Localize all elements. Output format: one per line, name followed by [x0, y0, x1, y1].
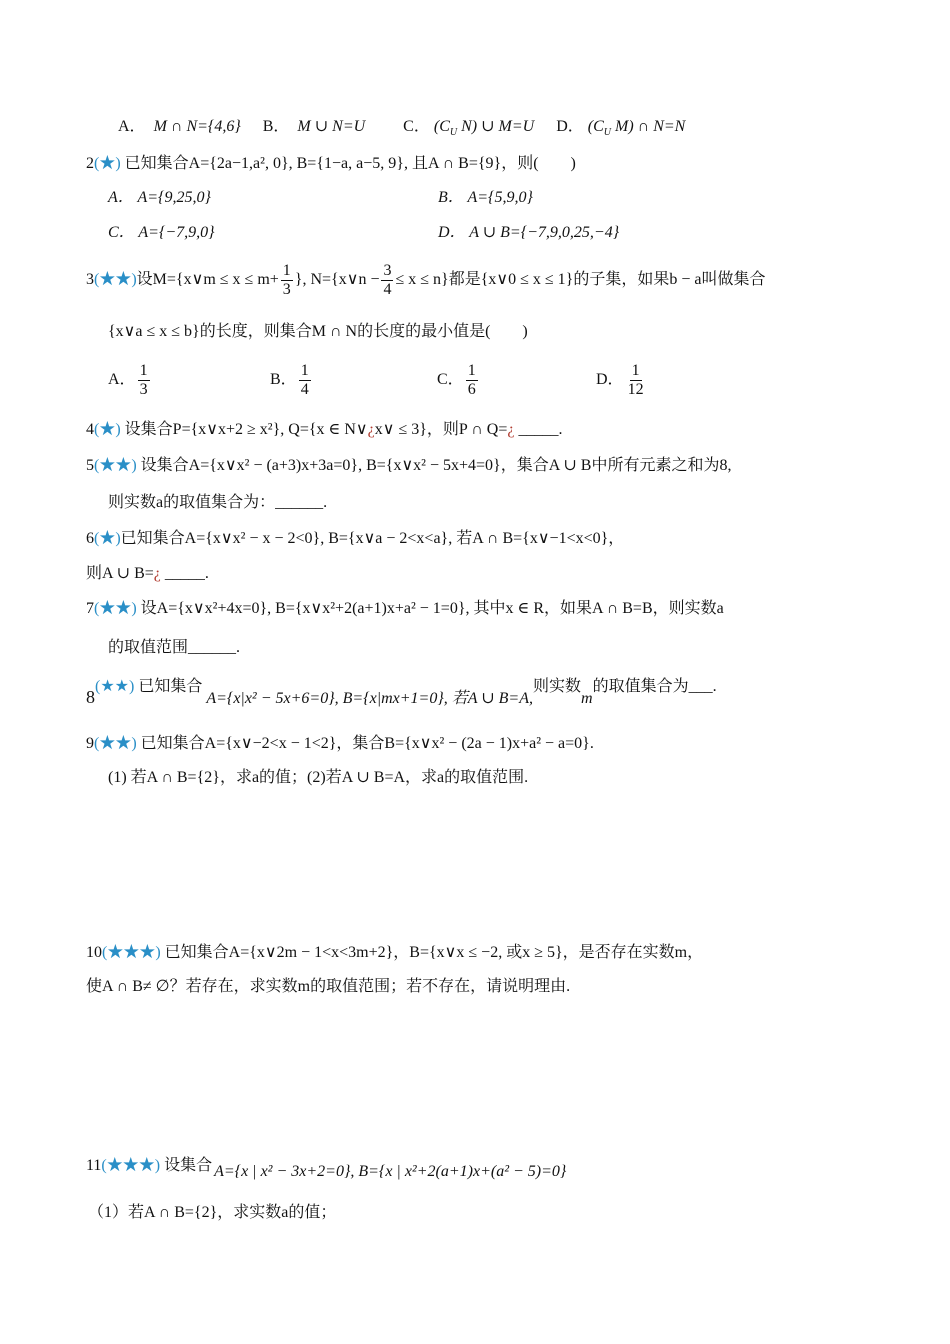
q1-option-b-label: B．: [262, 118, 290, 135]
difficulty-stars: (★): [94, 530, 121, 547]
q10-line2: 使A ∩ B≠ ∅？若存在，求实数m的取值范围；若不存在，请说明理由.: [86, 978, 571, 995]
question-number: 6: [86, 530, 94, 547]
question-number: 5: [86, 457, 94, 474]
question-number: 10: [86, 944, 102, 961]
q1-option-c-label: C．: [403, 118, 430, 135]
variable-m: m: [581, 690, 593, 707]
q9-line2: (1) 若A ∩ B={2}，求a的值；(2)若A ∪ B=A，求a的取值范围.: [108, 769, 529, 786]
q2-option-c: C． A={−7,9,0}: [108, 224, 215, 241]
q8-stem: [86, 672, 717, 714]
question-formula: A={x | x² − 3x+2=0}, B={x | x²+2(a+1)x+(a² − 5)=0}: [214, 1163, 567, 1180]
difficulty-stars: (★★): [95, 678, 135, 695]
q3-stem: [86, 262, 765, 299]
q3-text-part1: 设M={x∨m ≤ x ≤ m+: [136, 271, 279, 289]
q1-option-d-label: D．: [556, 118, 584, 135]
question-text-cont: x∨ ≤ 3}，则P ∩ Q=: [374, 421, 508, 438]
question-text: 设集合A={x∨x² − (a+3)x+3a=0}, B={x∨x² − 5x+4=0}，集合A ∪ B中所有元素之和为8,: [136, 457, 732, 474]
q6-stem: [86, 528, 624, 550]
q3-option-a: A． $\frac{1}{3}$: [108, 361, 148, 398]
garbled-glyph: ¿: [507, 421, 515, 438]
q11-stem: [86, 1152, 566, 1186]
question-text: 已知集合A={x∨2m − 1<x<3m+2}，B={x∨x ≤ −2, 或x ≥ 5}，是否存在实数m，: [160, 944, 704, 961]
question-number: 4: [86, 421, 94, 438]
difficulty-stars: (★★): [94, 271, 137, 289]
q1-option-b-text: M ∪ N=U: [297, 118, 366, 135]
q2-stem: [86, 153, 576, 175]
q5-line2: 则实数a的取值集合为：______.: [108, 494, 328, 511]
q3-line2: {x∨a ≤ x ≤ b}的长度，则集合M ∩ N的长度的最小值是( ): [108, 323, 528, 340]
q3-option-b: B． $\frac{1}{4}$: [270, 361, 309, 398]
q10-stem: [86, 942, 703, 964]
question-text-tail: 的取值集合为___.: [592, 678, 717, 695]
question-text: 已知集合A={x∨x² − x − 2<0}, B={x∨a − 2<x<a}, 若A ∩ B={x∨−1<x<0}，: [120, 530, 625, 547]
difficulty-stars: (★★★): [102, 944, 161, 961]
question-text: 设A={x∨x²+4x=0}, B={x∨x²+2(a+1)x+a² − 1=0}, 其中x ∈ R，如果A ∩ B=B，则实数a: [136, 600, 724, 617]
question-text-pre: 设集合: [160, 1157, 213, 1174]
question-number: 2: [86, 155, 94, 172]
q6-line2: 则A ∪ B=¿ _____.: [86, 565, 209, 582]
q4-stem: [86, 419, 562, 441]
question-text-pre: 已知集合: [134, 678, 203, 695]
difficulty-stars: (★★): [94, 457, 137, 474]
q3-option-d: D． $\frac{1}{12}$: [596, 361, 644, 398]
difficulty-stars: (★): [94, 421, 121, 438]
q1-option-d-text: ($C_U$ M) ∩ N=N: [587, 118, 686, 139]
q5-stem: [86, 455, 731, 477]
difficulty-stars: (★★): [94, 735, 137, 752]
question-number: 11: [86, 1157, 102, 1174]
question-text: 已知集合A={2a−1,a², 0}, B={1−a, a−5, 9}, 且A ∩ B={9}，则( ): [120, 155, 576, 172]
q2-option-a: A． A={9,25,0}: [108, 189, 211, 206]
question-text-post: 则实数: [532, 678, 581, 695]
q2-option-d: D． A ∪ B={−7,9,0,25,−4}: [438, 224, 620, 241]
q11-line2: （1）若A ∩ B={2}，求实数a的值；: [88, 1204, 337, 1221]
q1-options: [118, 116, 685, 144]
difficulty-stars: (★): [94, 155, 121, 172]
q3-option-c: C． $\frac{1}{6}$: [437, 361, 476, 398]
question-number: 8: [86, 687, 95, 707]
q1-option-a-label: A．: [118, 118, 146, 135]
question-number: 9: [86, 735, 94, 752]
question-text: 已知集合A={x∨−2<x − 1<2}，集合B={x∨x² − (2a − 1)x+a² − a=0}.: [136, 735, 594, 752]
q3-text-part3: ≤ x ≤ n}都是{x∨0 ≤ x ≤ 1}的子集，如果b − a叫做集合: [395, 271, 766, 289]
q7-stem: [86, 598, 724, 620]
question-number: 7: [86, 600, 94, 617]
question-formula: A={x|x² − 5x+6=0}, B={x|mx+1=0}, 若A ∪ B=A,: [206, 690, 533, 707]
q3-text-part2: }, N={x∨n −: [294, 271, 380, 289]
question-text: 设集合P={x∨x+2 ≥ x²}, Q={x ∈ N∨: [120, 421, 368, 438]
garbled-glyph: ¿: [367, 421, 375, 438]
q7-line2: 的取值范围______.: [108, 639, 241, 656]
answer-blank: _____.: [514, 421, 563, 438]
question-number: 3: [86, 271, 94, 289]
difficulty-stars: (★★): [94, 600, 137, 617]
q3-fraction-one-third: $\frac{1}{3}$: [282, 262, 291, 298]
q1-option-a-text: M ∩ N={4,6}: [153, 118, 241, 135]
q2-option-b: B． A={5,9,0}: [438, 189, 533, 206]
q1-option-c-text: ($C_U$ N) ∪ M=U: [433, 118, 535, 139]
q9-stem: [86, 733, 594, 755]
q3-fraction-three-quarters: $\frac{3}{4}$: [383, 262, 392, 298]
difficulty-stars: (★★★): [101, 1157, 161, 1174]
